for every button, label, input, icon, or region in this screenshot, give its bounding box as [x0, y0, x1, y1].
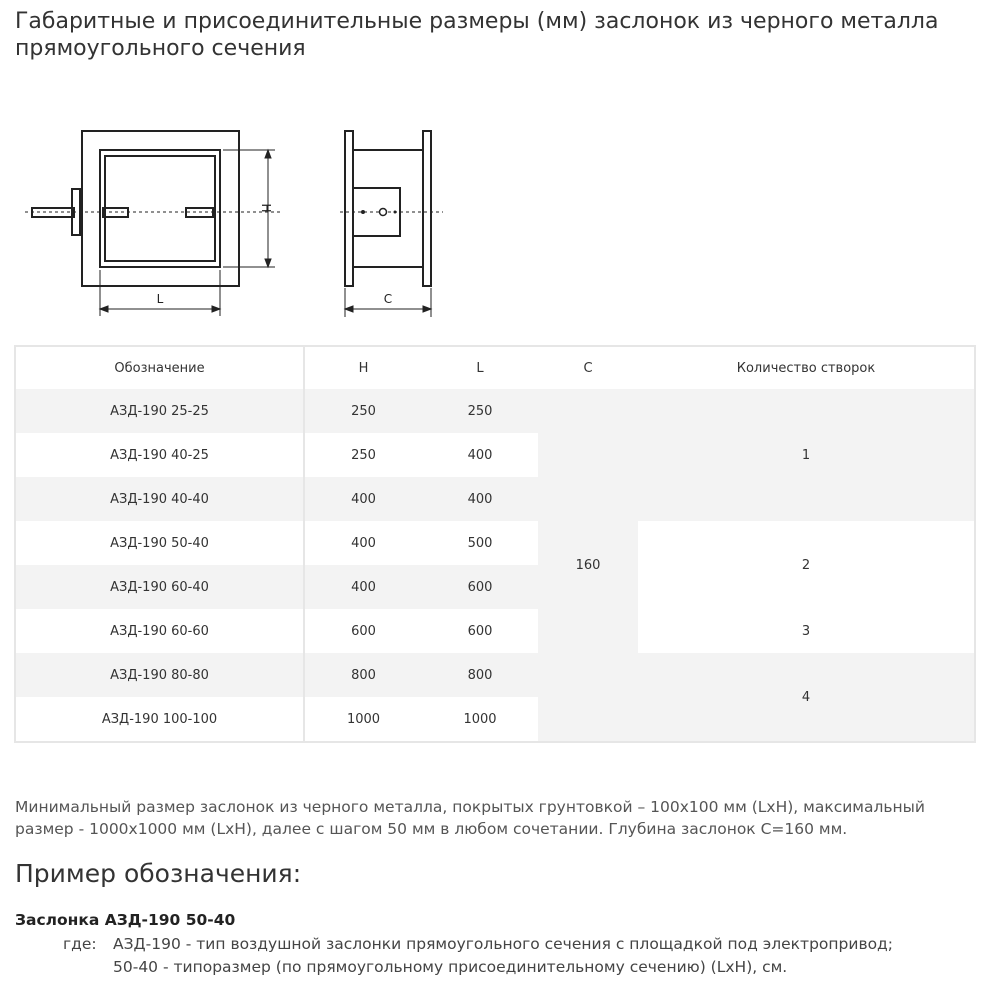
cell-count-group-2: 2 — [801, 557, 811, 573]
header-c: C — [583, 360, 593, 376]
label-h: H — [259, 203, 273, 213]
page-title: Габаритные и присоединительные размеры (мм) заслонок из черного металла прямоугольного сечения — [15, 9, 939, 61]
cell-h: 250 — [304, 389, 422, 433]
table-header-row — [15, 346, 975, 389]
dimensions-table — [14, 345, 976, 743]
example-line-type: АЗД-190 - тип воздушной заслонки прямоугольного сечения с площадкой под электропривод; — [113, 935, 893, 953]
header-designation: Обозначение — [15, 346, 304, 389]
label-c: C — [383, 292, 393, 306]
cell-designation: АЗД-190 60-40 — [15, 565, 304, 609]
cell-designation: АЗД-190 50-40 — [15, 521, 304, 565]
cell-designation: АЗД-190 40-25 — [15, 433, 304, 477]
header-l: L — [476, 360, 484, 376]
front-view — [32, 131, 239, 286]
cell-l: 250 — [422, 389, 538, 433]
cell-designation: АЗД-190 80-80 — [15, 653, 304, 697]
cell-designation: АЗД-190 40-40 — [15, 477, 304, 521]
example-title: Заслонка АЗД-190 50-40 — [15, 911, 236, 929]
cell-count-group-1: 1 — [638, 389, 975, 521]
header-h: H — [358, 360, 369, 376]
header-count: Количество створок — [736, 360, 876, 376]
cell-h: 250 — [351, 447, 376, 463]
cell-l: 600 — [467, 623, 493, 639]
cell-h: 1000 — [346, 711, 381, 727]
side-left-flange — [345, 131, 353, 286]
cell-c-merged: 160 — [538, 389, 638, 742]
side-axis-dot-left — [361, 210, 365, 214]
cell-l: 500 — [467, 535, 493, 551]
example-heading: Пример обозначения: — [15, 859, 302, 888]
cell-l: 800 — [422, 653, 538, 697]
cell-h: 400 — [304, 565, 422, 609]
side-axis-dot-right — [394, 211, 397, 214]
cell-designation: АЗД-190 100-100 — [15, 697, 304, 742]
damper-drawing — [15, 120, 455, 325]
size-description: Минимальный размер заслонок из черного металла, покрытых грунтовкой – 100х100 мм (LxH), максимальный размер - 1000х1000 мм (LxH), далее с шагом 50 мм в любом сочетании. Глубина заслонок С=160 мм. — [15, 798, 925, 838]
table-row — [15, 521, 975, 565]
label-l: L — [156, 292, 164, 306]
cell-l: 600 — [422, 565, 538, 609]
example-line-size: 50-40 - типоразмер (по прямоугольному присоединительному сечению) (LxH), см. — [113, 958, 788, 976]
cell-designation: АЗД-190 60-60 — [15, 609, 304, 653]
cell-count-group-3: 3 — [801, 623, 811, 639]
side-right-flange — [423, 131, 431, 286]
table-row — [15, 609, 975, 653]
cell-h: 600 — [351, 623, 376, 639]
cell-h: 400 — [304, 477, 422, 521]
cell-l: 400 — [467, 447, 493, 463]
cell-count-group-4: 4 — [638, 653, 975, 742]
side-view — [345, 131, 431, 286]
table-row — [15, 653, 975, 697]
cell-h: 800 — [304, 653, 422, 697]
cell-l: 400 — [422, 477, 538, 521]
cell-l: 1000 — [463, 711, 497, 727]
cell-h: 400 — [351, 535, 376, 551]
table-row — [15, 389, 975, 433]
cell-designation: АЗД-190 25-25 — [15, 389, 304, 433]
example-where-label: где: — [63, 935, 97, 953]
side-shaft-hole — [380, 209, 387, 216]
